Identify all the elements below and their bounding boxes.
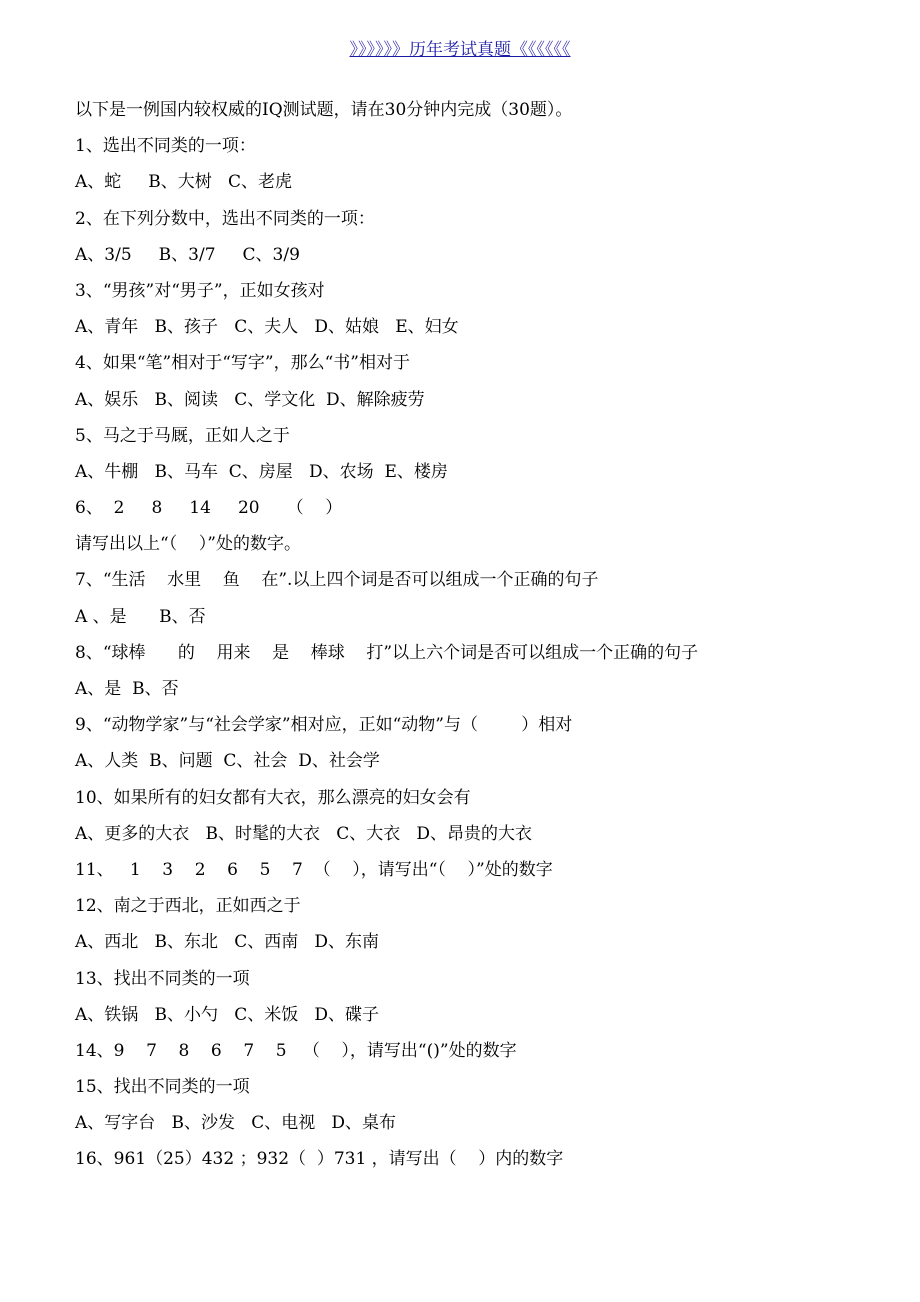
question-15: 15、找出不同类的一项: [75, 1077, 250, 1098]
question-3-options: A、青年 B、孩子 C、夫人 D、姑娘 E、妇女: [75, 317, 459, 338]
question-10-options: A、更多的大衣 B、时髦的大衣 C、大衣 D、昂贵的大衣: [75, 823, 533, 844]
question-10: 10、如果所有的妇女都有大衣，那么漂亮的妇女会有: [75, 787, 471, 808]
question-11: 11、 1 3 2 6 5 7 （ ），请写出“（ ）”处的数字: [75, 859, 553, 880]
question-5-options: A、牛棚 B、马车 C、房屋 D、农场 E、楼房: [75, 461, 448, 482]
question-6: 6、 2 8 14 20 （ ）: [75, 498, 343, 519]
question-13-options: A、铁锅 B、小勺 C、米饭 D、碟子: [75, 1004, 380, 1025]
question-12: 12、南之于西北，正如西之于: [75, 896, 301, 917]
question-12-options: A、西北 B、东北 C、西南 D、东南: [75, 932, 380, 953]
question-9: 9、“动物学家”与“社会学家”相对应，正如“动物”与（ ）相对: [75, 715, 573, 736]
question-13: 13、找出不同类的一项: [75, 968, 250, 989]
question-7: 7、“生活 水里 鱼 在”.以上四个词是否可以组成一个正确的句子: [75, 570, 599, 591]
question-6-instruction: 请写出以上“（ ）”处的数字。: [75, 534, 301, 555]
header-link[interactable]: 》》》》》》历年考试真题《《《《《《: [349, 40, 571, 60]
question-3: 3、“男孩”对“男子”，正如女孩对: [75, 280, 325, 301]
question-list: [75, 96, 865, 1182]
question-8-options: A、是 B、否: [75, 679, 179, 699]
question-8: 8、“球棒 的 用来 是 棒球 打”以上六个词是否可以组成一个正确的句子: [75, 642, 699, 663]
question-7-options: A 、是 B、否: [75, 606, 206, 627]
question-1: 1、选出不同类的一项：: [75, 136, 256, 157]
question-14: 14、9 7 8 6 7 5 （ ），请写出“()”处的数字: [75, 1040, 517, 1061]
question-5: 5、马之于马厩，正如人之于: [75, 425, 290, 446]
question-2: 2、在下列分数中，选出不同类的一项：: [75, 208, 375, 229]
question-9-options: A、人类 B、问题 C、社会 D、社会学: [75, 751, 380, 772]
question-16: 16、961（25）432 ；932（ ）731 ，请写出（ ）内的数字: [75, 1149, 564, 1170]
question-2-options: A、3/5 B、3/7 C、3/9: [75, 244, 300, 265]
question-1-options: A、蛇 B、大树 C、老虎: [75, 172, 293, 193]
question-4: 4、如果“笔”相对于“写字”，那么“书”相对于: [75, 353, 410, 374]
question-4-options: A、娱乐 B、阅读 C、学文化 D、解除疲劳: [75, 389, 425, 410]
intro-text: 以下是一例国内较权威的IQ测试题，请在30分钟内完成（30题）。: [75, 100, 573, 120]
question-15-options: A、写字台 B、沙发 C、电视 D、桌布: [75, 1113, 397, 1134]
